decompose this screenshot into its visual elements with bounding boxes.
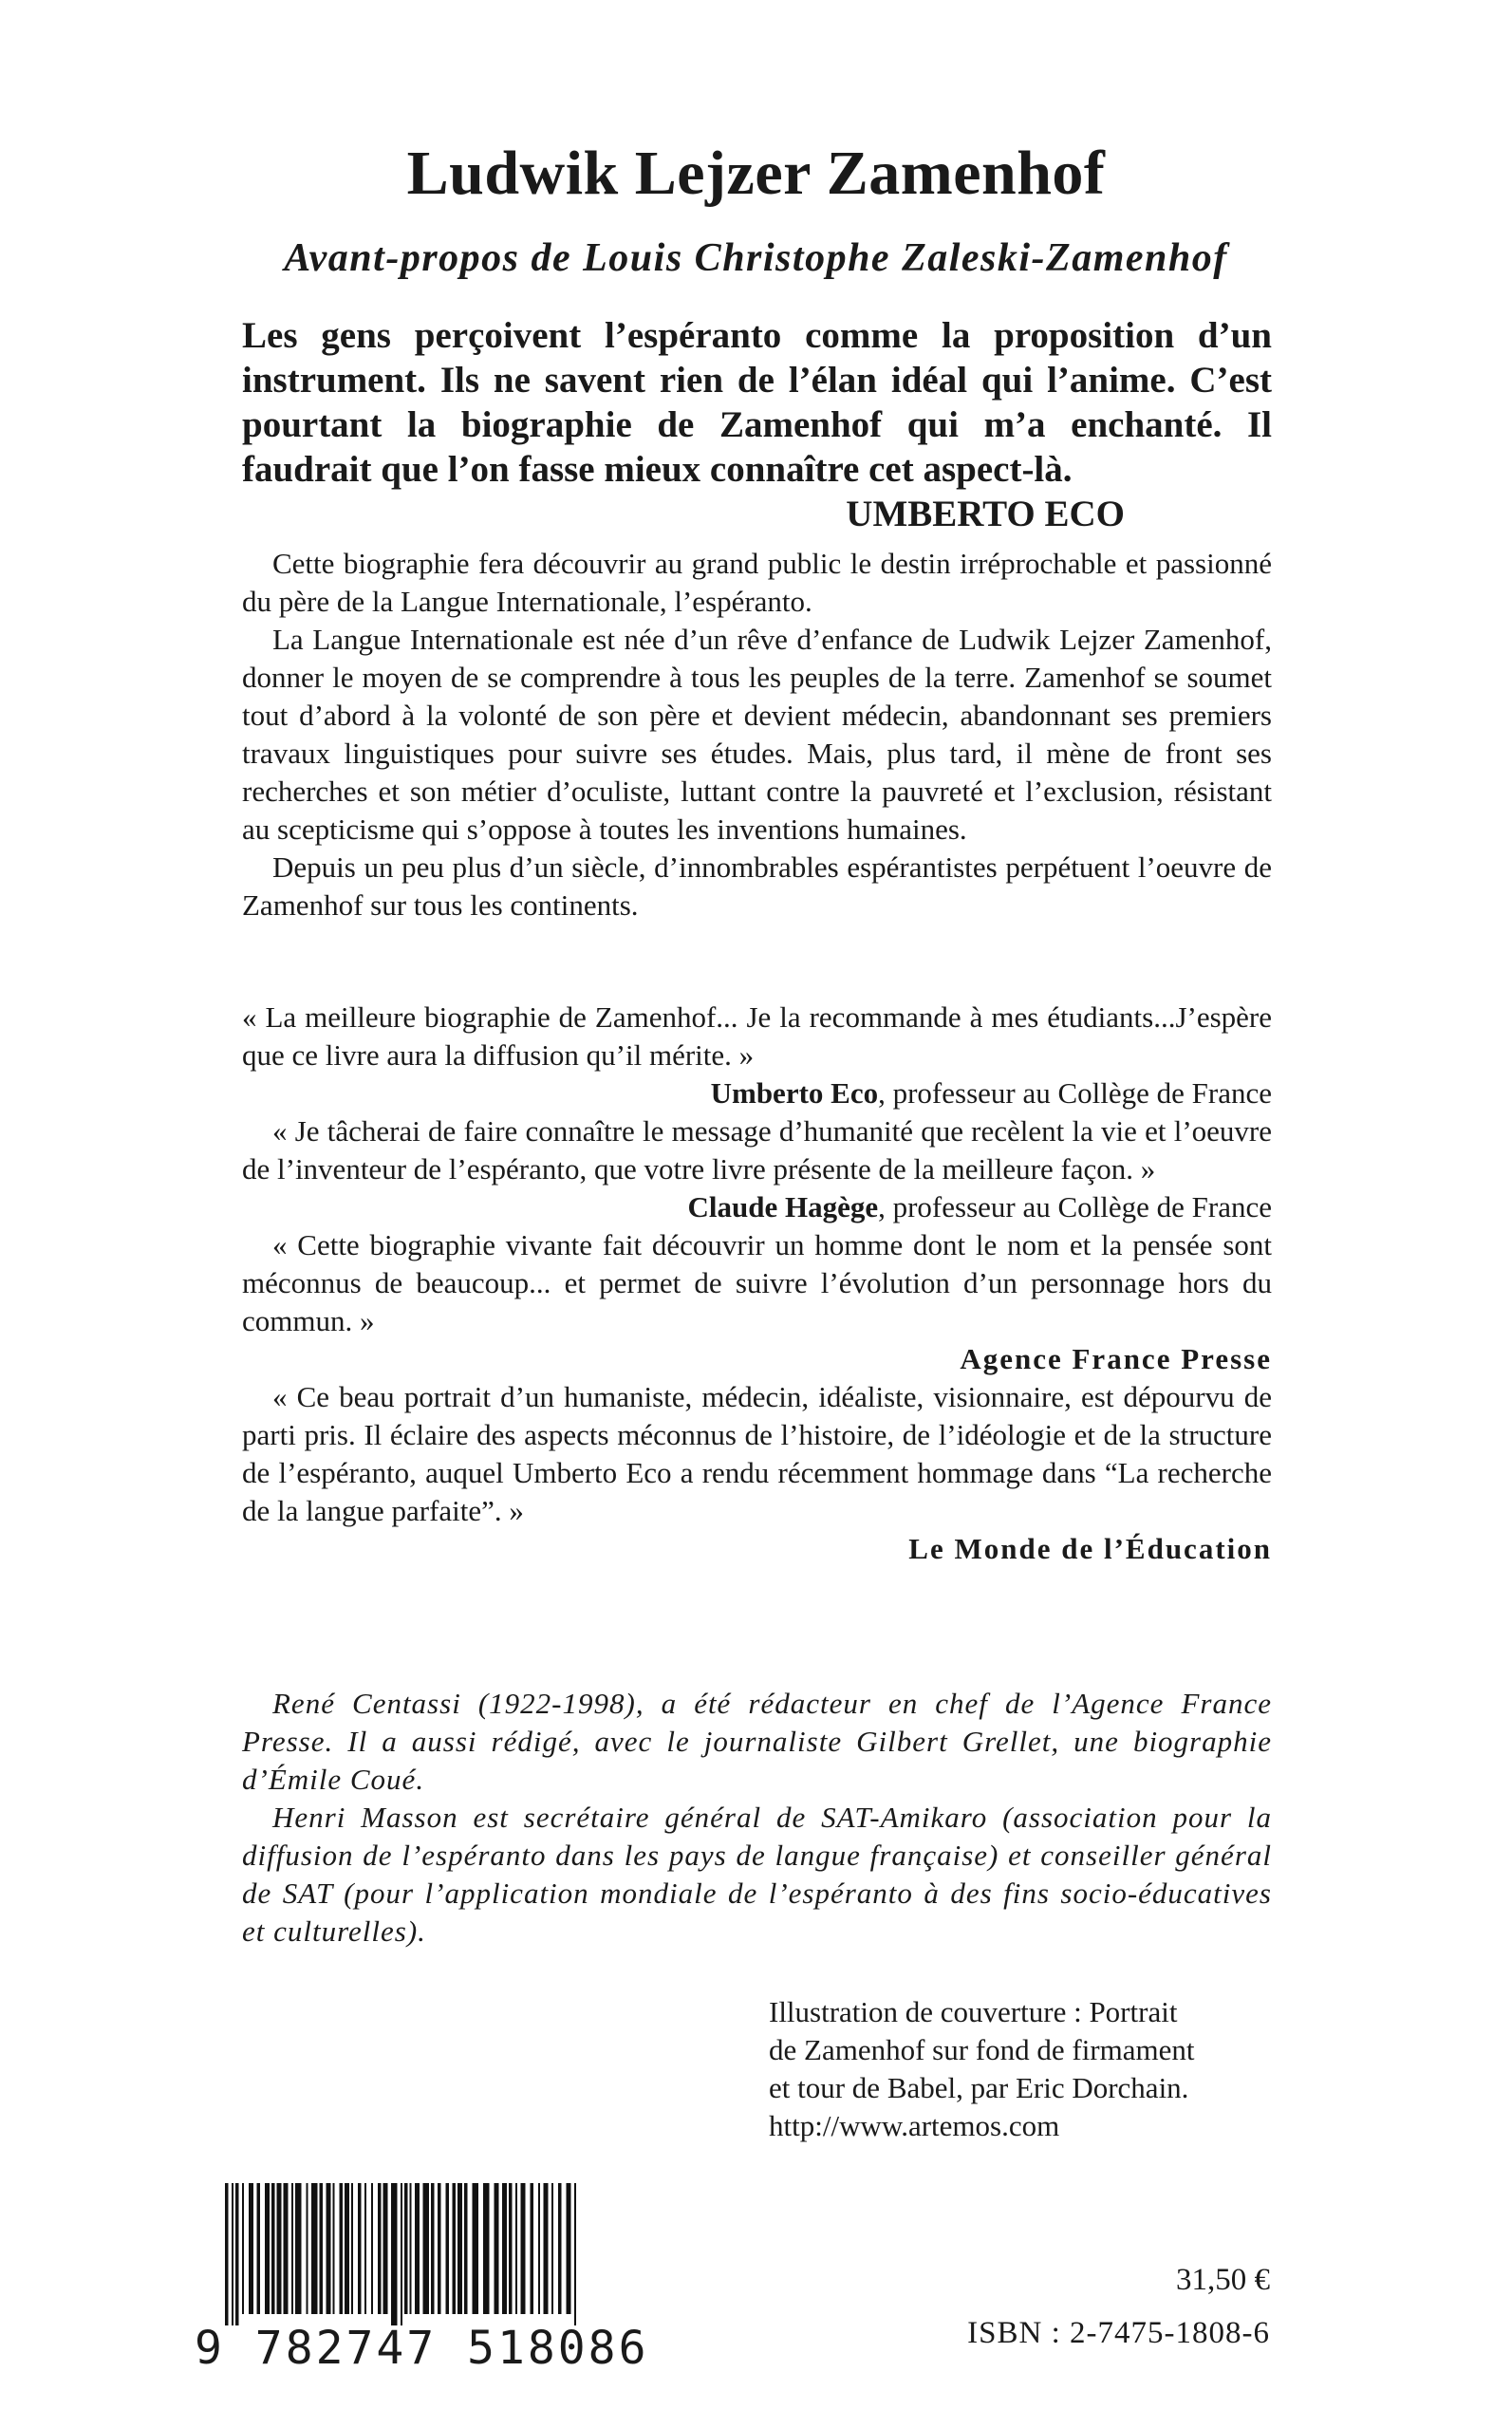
barcode-bar — [567, 2183, 571, 2314]
barcode-bar — [410, 2183, 412, 2314]
barcode-bar — [446, 2183, 450, 2314]
authors-bio — [242, 1685, 1272, 1951]
barcode-bar — [364, 2183, 366, 2314]
barcode-bar — [509, 2183, 513, 2314]
book-subtitle: Avant-propos de Louis Christophe Zaleski-Zamenhof — [284, 236, 1228, 280]
barcode-bar — [438, 2183, 441, 2314]
barcode-bar — [311, 2183, 318, 2314]
barcode-bar — [351, 2183, 353, 2314]
bio-paragraph: Henri Masson est secrétaire général de SAT-Amikaro (association pour la diffusion de l’espéranto dans les pays de langue française) et conseiller général de SAT (pour l’application mondiale de l’espéranto à des fins socio-éducatives et culturelles). — [242, 1801, 1272, 1948]
barcode-bar — [483, 2183, 490, 2314]
barcode-bar — [544, 2183, 549, 2314]
isbn: ISBN : 2-7475-1808-6 — [967, 2316, 1270, 2350]
review-quote: « La meilleure biographie de Zamenhof... Je la recommande à mes étudiants...J’espère que ce livre aura la diffusion qu’il mérite. » — [242, 1000, 1272, 1072]
illustration-line: et tour de Babel, par Eric Dorchain. — [769, 2071, 1189, 2104]
review-quote: « Cette biographie vivante fait découvrir un homme dont le nom et la pensée sont méconnus de beaucoup... et permet de suivre l’évolution d’un personnage hors du commun. » — [242, 1228, 1272, 1337]
barcode-bar — [277, 2183, 282, 2314]
summary-paragraph: Depuis un peu plus d’un siècle, d’innombrables espérantistes perpétuent l’oeuvre de Zamenhof sur tous les continents. — [242, 850, 1272, 922]
summary-paragraph: Cette biographie fera découvrir au grand public le destin irréprochable et passionné du père de la Langue Internationale, l’espéranto. — [242, 547, 1272, 618]
bio-paragraph: René Centassi (1922-1998), a été rédacteur en chef de l’Agence France Presse. Il a aussi rédigé, avec le journaliste Gilbert Grellet, une biographie d’Émile Coué. — [242, 1687, 1272, 1796]
barcode-bar — [431, 2183, 435, 2314]
barcode-bar — [327, 2183, 331, 2314]
review-role: , professeur au Collège de France — [878, 1076, 1272, 1110]
barcode-bar — [521, 2183, 526, 2314]
barcode-bar — [551, 2183, 553, 2314]
review-attribution — [242, 1074, 1272, 1112]
barcode-bar — [538, 2183, 540, 2314]
barcode-bar — [291, 2183, 293, 2314]
barcode-bar — [495, 2183, 499, 2314]
review-role: , professeur au Collège de France — [878, 1190, 1272, 1223]
barcode-bar — [558, 2183, 562, 2314]
barcode-bar — [383, 2183, 388, 2314]
review-attribution — [242, 1530, 1272, 1568]
barcode-bar — [531, 2183, 534, 2314]
barcode-bar — [284, 2183, 289, 2314]
barcode-bar — [295, 2183, 302, 2314]
review-source: Umberto Eco — [710, 1076, 879, 1110]
review-source: Agence France Presse — [960, 1342, 1272, 1375]
barcode-bar — [423, 2183, 430, 2314]
epigraph-author: UMBERTO ECO — [846, 494, 1125, 534]
barcode-bar — [235, 2183, 239, 2325]
cover-illustration-credit — [769, 1993, 1272, 2145]
price: 31,50 € — [1176, 2263, 1270, 2297]
barcode-bar — [225, 2183, 229, 2325]
barcode-bar — [271, 2183, 275, 2314]
barcode-bar — [307, 2183, 308, 2314]
review-attribution — [242, 1188, 1272, 1226]
illustration-line: de Zamenhof sur fond de firmament — [769, 2033, 1195, 2066]
barcode-bar — [242, 2183, 244, 2314]
barcode-bar — [515, 2183, 517, 2314]
summary — [242, 545, 1272, 924]
barcode-bar — [473, 2183, 479, 2314]
barcode-bar — [574, 2183, 576, 2325]
barcode-bar — [340, 2183, 344, 2314]
summary-paragraph: La Langue Internationale est née d’un rêve d’enfance de Ludwik Lejzer Zamenhof, donner le moyen de se comprendre à tous les peuples de la terre. Zamenhof se soumet tout d’abord à la volonté de son père et devient médecin, abandonnant ses premiers travaux linguistiques pour suivre ses études. Mais, plus tard, il mène de front ses recherches et son métier d’oculiste, luttant contre la pauvreté et l’exclusion, résistant au scepticisme qui s’oppose à toutes les inventions humaines. — [242, 623, 1272, 846]
epigraph — [242, 313, 1272, 536]
barcode-bar — [232, 2183, 233, 2325]
illustration-url: http://www.artemos.com — [769, 2109, 1060, 2142]
barcode-bars — [195, 2183, 593, 2325]
barcode — [195, 2183, 649, 2375]
review-source: Claude Hagège — [687, 1190, 879, 1223]
barcode-bar — [378, 2183, 382, 2314]
epigraph-text: Les gens perçoivent l’espéranto comme la proposition d’un instrument. Ils ne savent rien de l’élan idéal qui l’anime. C’est pourtant la biographie de Zamenhof qui m’a enchanté. Il faudrait que l’on fasse mieux connaître cet aspect-là. — [242, 315, 1272, 490]
barcode-bar — [257, 2183, 261, 2314]
review-attribution — [242, 1340, 1272, 1378]
barcode-digits: 9 782747 518086 — [195, 2322, 649, 2375]
barcode-bar — [249, 2183, 253, 2314]
illustration-line: Illustration de couverture : Portrait — [769, 1995, 1178, 2028]
barcode-bar — [265, 2183, 270, 2314]
barcode-bar — [371, 2183, 373, 2314]
review-quote: « Je tâcherai de faire connaître le message d’humanité que recèlent la vie et l’oeuvre de l’inventeur de l’espéranto, que votre livre présente de la meilleure façon. » — [242, 1114, 1272, 1186]
barcode-bar — [358, 2183, 362, 2314]
barcode-bar — [415, 2183, 420, 2314]
barcode-bar — [401, 2183, 402, 2325]
barcode-bar — [457, 2183, 462, 2314]
barcode-bar — [453, 2183, 457, 2314]
barcode-bar — [391, 2183, 398, 2325]
barcode-bar — [464, 2183, 468, 2314]
barcode-bar — [404, 2183, 408, 2314]
barcode-bar — [345, 2183, 349, 2314]
barcode-bar — [502, 2183, 507, 2314]
review-quote: « Ce beau portrait d’un humaniste, médecin, idéaliste, visionnaire, est dépourvu de parti pris. Il éclaire des aspects méconnus de l’histoire, de l’idéologie et de la structure de l’espéranto, auquel Umberto Eco a rendu récemment hommage dans “La recherche de la langue parfaite”. » — [242, 1380, 1272, 1527]
book-title: Ludwik Lejzer Zamenhof — [406, 139, 1106, 208]
barcode-bar — [320, 2183, 324, 2314]
barcode-bar — [333, 2183, 335, 2314]
review-source: Le Monde de l’Éducation — [908, 1532, 1272, 1565]
reviews — [242, 999, 1272, 1568]
